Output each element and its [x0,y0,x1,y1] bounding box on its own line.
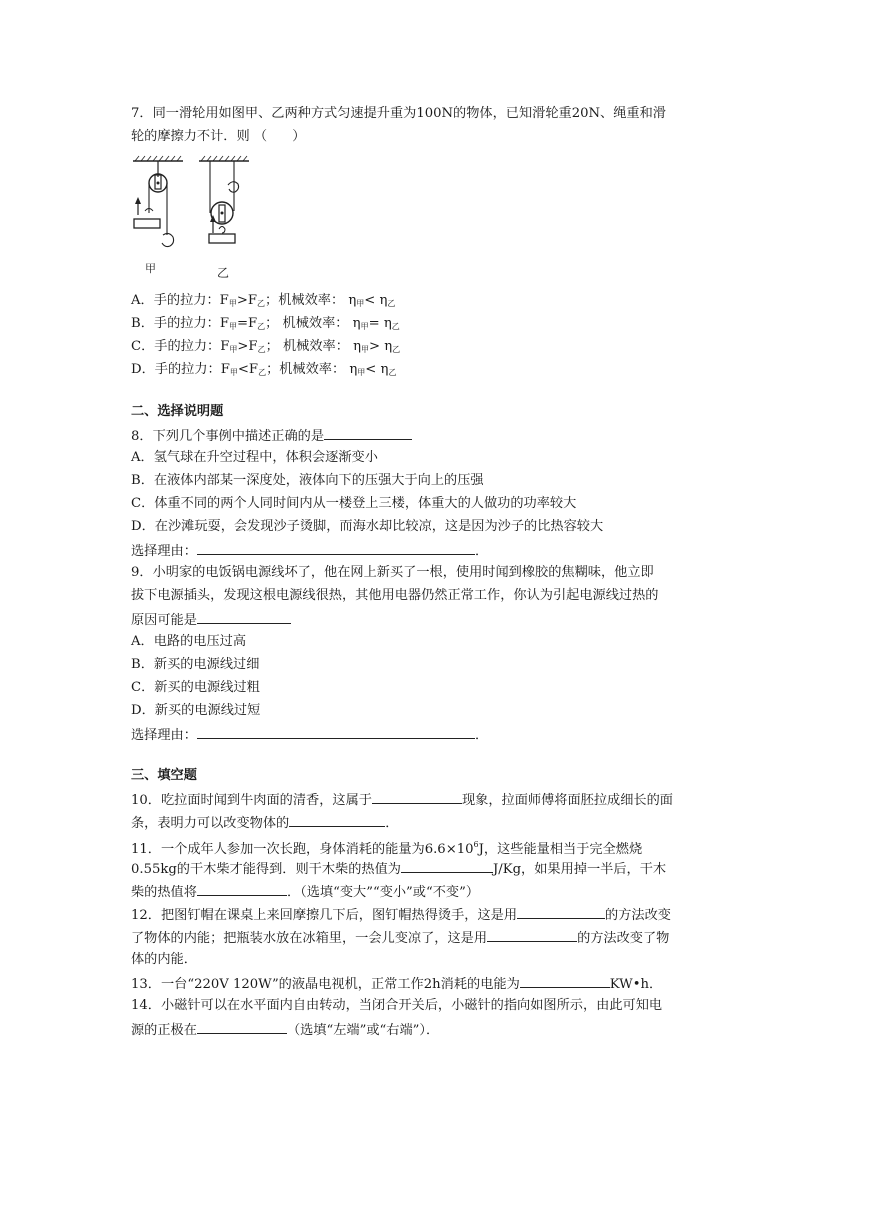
q8-stem: 8．下列几个事例中描述正确的是 [131,426,412,446]
q12-blank-2[interactable] [487,928,577,942]
q7-option-b: B．手的拉力：$F_甲=F_乙$； 机械效率： $\eta_甲= \eta_乙$ [131,316,400,331]
q13-line: 13．一台“220V 120W”的液晶电视机，正常工作2h消耗的电能为 KW•h． [131,974,662,994]
q9-stem-line3: 原因可能是 [131,610,291,630]
q9-option-b: B．新买的电源线过细 [131,657,260,672]
q12-line2: 了物体的内能；把瓶装水放在冰箱里，一会儿变凉了，这是用 的方法改变了物 [131,928,669,948]
q11-blank-1[interactable] [401,859,493,873]
q9-reason-blank[interactable] [197,725,475,739]
section-3-title: 三、填空题 [131,768,197,783]
q10-blank-1[interactable] [372,790,462,804]
q10-line2: 条，表明力可以改变物体的 ． [131,813,398,833]
q9-stem-line2: 拔下电源插头，发现这根电源线很热，其他用电器仍然正常工作，你认为引起电源线过热的 [131,588,659,603]
q8-answer-blank[interactable] [324,426,412,440]
q7-option-c: C．手的拉力：$F_甲>F_乙$； 机械效率： $\eta_甲> \eta_乙$ [131,339,401,354]
q7-option-a: A．手的拉力：$F_甲>F_乙$；机械效率： $\eta_甲< \eta_乙$ [131,293,396,308]
q8-option-a: A．氢气球在升空过程中，体积会逐渐变小 [131,450,378,465]
q9-option-a: A．电路的电压过高 [131,634,247,649]
q12-blank-1[interactable] [517,905,605,919]
q8-option-d: D．在沙滩玩耍，会发现沙子烫脚，而海水却比较凉，这是因为沙子的比热容较大 [131,519,604,534]
q14-line2: 源的正极在 （选填“左端”或“右端”）． [131,1020,439,1040]
q13-blank[interactable] [520,974,610,988]
q11-line1: 11．一个成年人参加一次长跑，身体消耗的能量为$6.6\times 10^6J$，这些能量相当于完全燃烧 [131,840,643,857]
q12-line3: 体的内能． [131,952,197,967]
q8-option-b: B．在液体内部某一深度处，液体向下的压强大于向上的压强 [131,473,484,488]
section-2-title: 二、选择说明题 [131,404,224,419]
q7-stem-line1: 7．同一滑轮用如图甲、乙两种方式匀速提升重为100N的物体，已知滑轮重20N、绳重和滑 [131,106,666,121]
label-jia: 甲 [145,262,156,275]
q11-blank-2[interactable] [197,882,287,896]
q9-stem-line1: 9．小明家的电饭锅电源线坏了，他在网上新买了一根，使用时闻到橡胶的焦糊味，他立即 [131,565,654,580]
pulley-figure [131,155,261,285]
q9-option-d: D．新买的电源线过短 [131,703,261,718]
q10-line1: 10．吃拉面时闻到牛肉面的清香，这属于 现象，拉面师傅将面胚拉成细长的面 [131,790,673,810]
q7-option-d: D．手的拉力：$F_甲<F_乙$；机械效率： $\eta_甲< \eta_乙$ [131,362,397,377]
q14-line1: 14．小磁针可以在水平面内自由转动，当闭合开关后，小磁针的指向如图所示，由此可知电 [131,998,663,1013]
q9-option-c: C．新买的电源线过粗 [131,680,260,695]
q8-option-c: C．体重不同的两个人同时间内从一楼登上三楼，体重大的人做功的功率较大 [131,496,577,511]
q8-reason: 选择理由： ． [131,541,488,561]
q12-line1: 12．把图钉帽在课桌上来回摩擦几下后，图钉帽热得烫手，这是用 的方法改变 [131,905,671,925]
q11-line2: 0.55kg的干木柴才能得到．则干木柴的热值为 J/Kg，如果用掉一半后，干木 [131,859,666,879]
label-yi: 乙 [217,266,230,280]
q11-line3: 柴的热值将 ．（选填“变大”“变小”或“不变”） [131,882,479,902]
q10-blank-2[interactable] [289,813,385,827]
q7-stem-line2: 轮的摩擦力不计．则 （ ） [131,129,306,144]
q14-blank[interactable] [197,1020,287,1034]
q8-reason-blank[interactable] [197,541,475,555]
q9-answer-blank[interactable] [197,610,291,624]
q9-reason: 选择理由： ． [131,725,488,745]
